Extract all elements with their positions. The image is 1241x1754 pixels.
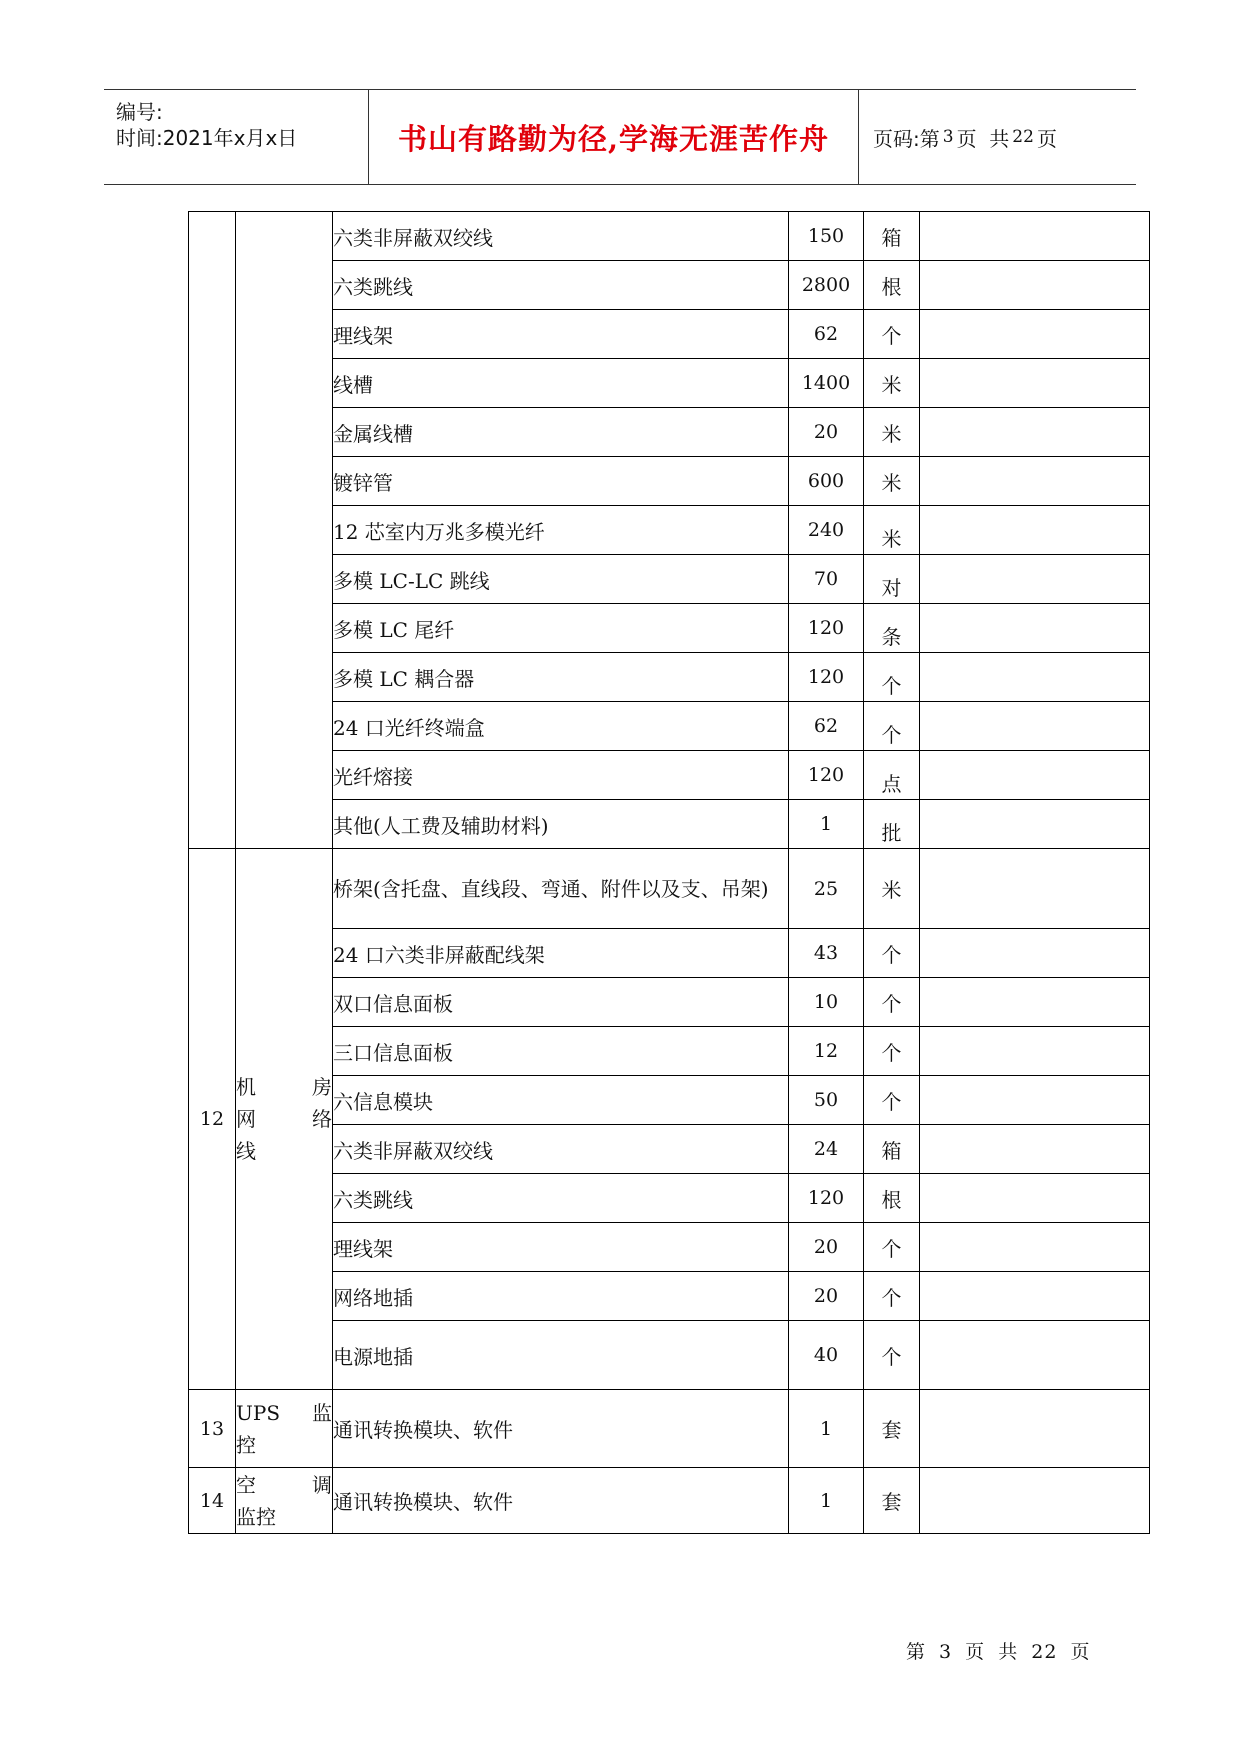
item-unit: 个: [881, 673, 902, 698]
item-name: 线槽: [333, 359, 789, 408]
category-char: 络: [312, 1107, 332, 1131]
header-page-total: 22: [1012, 127, 1034, 147]
table-row: [189, 800, 1150, 849]
item-unit: 个: [864, 929, 920, 978]
item-remark: [920, 1125, 1150, 1174]
item-remark: [920, 1027, 1150, 1076]
item-unit: 个: [864, 1027, 920, 1076]
item-qty: 120: [789, 653, 864, 702]
item-unit: 个: [864, 1076, 920, 1125]
table-row: [189, 653, 1150, 702]
item-remark: [920, 261, 1150, 310]
category-char: 调: [312, 1472, 332, 1497]
item-name: 六类非屏蔽双绞线: [333, 1125, 789, 1174]
item-qty: 600: [789, 457, 864, 506]
header-motto-cell: [369, 90, 859, 184]
item-unit: 个: [864, 1223, 920, 1272]
table-row: [189, 1390, 1150, 1468]
item-qty: 25: [789, 849, 864, 929]
page-footer: 第 3 页 共 22 页: [906, 1641, 1091, 1663]
item-remark: [920, 1174, 1150, 1223]
item-name: 理线架: [333, 310, 789, 359]
header-page-end: 页: [1036, 126, 1057, 151]
item-remark: [920, 702, 1150, 751]
item-name: 电源地插: [333, 1321, 789, 1390]
table-row: [189, 1272, 1150, 1321]
item-remark: [920, 457, 1150, 506]
table-row: [189, 1468, 1150, 1534]
item-remark: [920, 800, 1150, 849]
item-remark: [920, 978, 1150, 1027]
item-qty: 120: [789, 751, 864, 800]
item-remark: [920, 1321, 1150, 1390]
row-number: 13: [189, 1390, 236, 1468]
item-name: 双口信息面板: [333, 978, 789, 1027]
item-remark: [920, 555, 1150, 604]
table-row: [189, 1223, 1150, 1272]
item-name: 通讯转换模块、软件: [333, 1468, 789, 1534]
item-qty: 62: [789, 702, 864, 751]
header-page-mid: 页 共: [956, 126, 1010, 151]
item-unit: 个: [864, 310, 920, 359]
item-qty: 150: [789, 212, 864, 261]
equipment-table: [188, 211, 1150, 1534]
item-name: 其他(人工费及辅助材料): [333, 800, 789, 849]
item-unit: 个: [864, 978, 920, 1027]
table-row: [189, 604, 1150, 653]
item-unit: 个: [881, 722, 902, 747]
table-row: [189, 310, 1150, 359]
item-name: 光纤熔接: [333, 751, 789, 800]
item-remark: [920, 751, 1150, 800]
table-row: [189, 506, 1150, 555]
category-char: 网: [236, 1107, 256, 1131]
item-qty: 1: [789, 1390, 864, 1468]
table-row: [189, 978, 1150, 1027]
row-number: 12: [189, 849, 236, 1390]
item-unit-cell: [864, 604, 920, 653]
item-unit-cell: [864, 702, 920, 751]
table-row: [189, 212, 1150, 261]
item-qty: 120: [789, 604, 864, 653]
item-qty: 20: [789, 408, 864, 457]
row-number-cell: [189, 212, 236, 849]
item-name: 多模 LC-LC 跳线: [333, 555, 789, 604]
item-qty: 240: [789, 506, 864, 555]
table-row: [189, 1076, 1150, 1125]
item-unit: 个: [864, 1321, 920, 1390]
row-category-cell: [236, 212, 333, 849]
item-remark: [920, 1076, 1150, 1125]
header-time: 时间:2021年x月x日: [116, 126, 298, 150]
item-name: 六类跳线: [333, 261, 789, 310]
header-page-info: [859, 90, 1136, 184]
row-category: [236, 1468, 333, 1534]
item-unit: 点: [881, 771, 902, 796]
item-qty: 62: [789, 310, 864, 359]
item-unit: 米: [864, 359, 920, 408]
item-qty: 12: [789, 1027, 864, 1076]
table-row: [189, 261, 1150, 310]
header-page-label: 页码:第: [873, 126, 940, 151]
table-row: [189, 457, 1150, 506]
category-char: UPS: [236, 1400, 281, 1425]
item-unit: 条: [881, 624, 902, 649]
item-qty: 1: [789, 800, 864, 849]
item-qty: 40: [789, 1321, 864, 1390]
item-name: 六信息模块: [333, 1076, 789, 1125]
item-remark: [920, 359, 1150, 408]
page-header: [104, 89, 1136, 185]
item-qty: 24: [789, 1125, 864, 1174]
item-qty: 10: [789, 978, 864, 1027]
table-row: [189, 702, 1150, 751]
category-char: 控: [236, 1432, 256, 1457]
table-row: [189, 1027, 1150, 1076]
item-remark: [920, 408, 1150, 457]
item-unit: 套: [864, 1390, 920, 1468]
category-char: 监控: [236, 1504, 276, 1529]
item-unit-cell: [864, 555, 920, 604]
item-unit: 批: [881, 820, 902, 845]
row-category: [236, 1390, 333, 1468]
item-unit: 米: [881, 526, 902, 551]
row-number: 14: [189, 1468, 236, 1534]
item-name: 六类非屏蔽双绞线: [333, 212, 789, 261]
item-name: 三口信息面板: [333, 1027, 789, 1076]
header-meta: [104, 90, 369, 184]
table-row: [189, 1125, 1150, 1174]
item-unit: 米: [864, 457, 920, 506]
table-row: [189, 359, 1150, 408]
table-row: [189, 751, 1150, 800]
category-char: 房: [312, 1075, 332, 1099]
item-remark: [920, 310, 1150, 359]
item-unit: 米: [864, 408, 920, 457]
item-remark: [920, 1468, 1150, 1534]
item-name: 多模 LC 尾纤: [333, 604, 789, 653]
item-name: 多模 LC 耦合器: [333, 653, 789, 702]
item-unit-cell: [864, 653, 920, 702]
item-name: 通讯转换模块、软件: [333, 1390, 789, 1468]
item-qty: 1400: [789, 359, 864, 408]
item-name: 镀锌管: [333, 457, 789, 506]
table-row: [189, 408, 1150, 457]
item-qty: 1: [789, 1468, 864, 1534]
item-unit: 对: [881, 575, 902, 600]
table-row: [189, 929, 1150, 978]
item-name: 理线架: [333, 1223, 789, 1272]
item-remark: [920, 653, 1150, 702]
table-row: [189, 1321, 1150, 1390]
category-char: 机: [236, 1075, 256, 1099]
item-unit: 箱: [864, 212, 920, 261]
item-name: 24 口光纤终端盒: [333, 702, 789, 751]
item-qty: 2800: [789, 261, 864, 310]
item-unit-cell: [864, 800, 920, 849]
item-qty: 20: [789, 1223, 864, 1272]
item-remark: [920, 849, 1150, 929]
table-row: [189, 1174, 1150, 1223]
item-unit-cell: [864, 751, 920, 800]
item-unit: 根: [864, 1174, 920, 1223]
item-unit-cell: [864, 506, 920, 555]
item-name: 网络地插: [333, 1272, 789, 1321]
item-unit: 套: [864, 1468, 920, 1534]
header-number: 编号:: [116, 100, 163, 124]
item-remark: [920, 1390, 1150, 1468]
item-remark: [920, 929, 1150, 978]
item-unit: 米: [864, 849, 920, 929]
item-remark: [920, 1272, 1150, 1321]
item-name: 六类跳线: [333, 1174, 789, 1223]
item-name: 桥架(含托盘、直线段、弯通、附件以及支、吊架): [333, 849, 789, 929]
item-name: 金属线槽: [333, 408, 789, 457]
item-remark: [920, 1223, 1150, 1272]
item-qty: 120: [789, 1174, 864, 1223]
item-unit: 个: [864, 1272, 920, 1321]
category-char: 线: [236, 1139, 256, 1163]
table-row: [189, 849, 1150, 929]
table-row: [189, 555, 1150, 604]
item-unit: 箱: [864, 1125, 920, 1174]
item-name: 12 芯室内万兆多模光纤: [333, 506, 789, 555]
item-qty: 20: [789, 1272, 864, 1321]
header-motto: 书山有路勤为径,学海无涯苦作舟: [397, 121, 830, 156]
item-remark: [920, 604, 1150, 653]
header-page-num: 3: [942, 127, 954, 147]
category-char: 空: [236, 1472, 256, 1497]
item-qty: 50: [789, 1076, 864, 1125]
item-name: 24 口六类非屏蔽配线架: [333, 929, 789, 978]
category-char: 监: [312, 1400, 332, 1425]
item-qty: 43: [789, 929, 864, 978]
item-remark: [920, 506, 1150, 555]
item-qty: 70: [789, 555, 864, 604]
item-remark: [920, 212, 1150, 261]
row-category: [236, 849, 333, 1390]
item-unit: 根: [864, 261, 920, 310]
